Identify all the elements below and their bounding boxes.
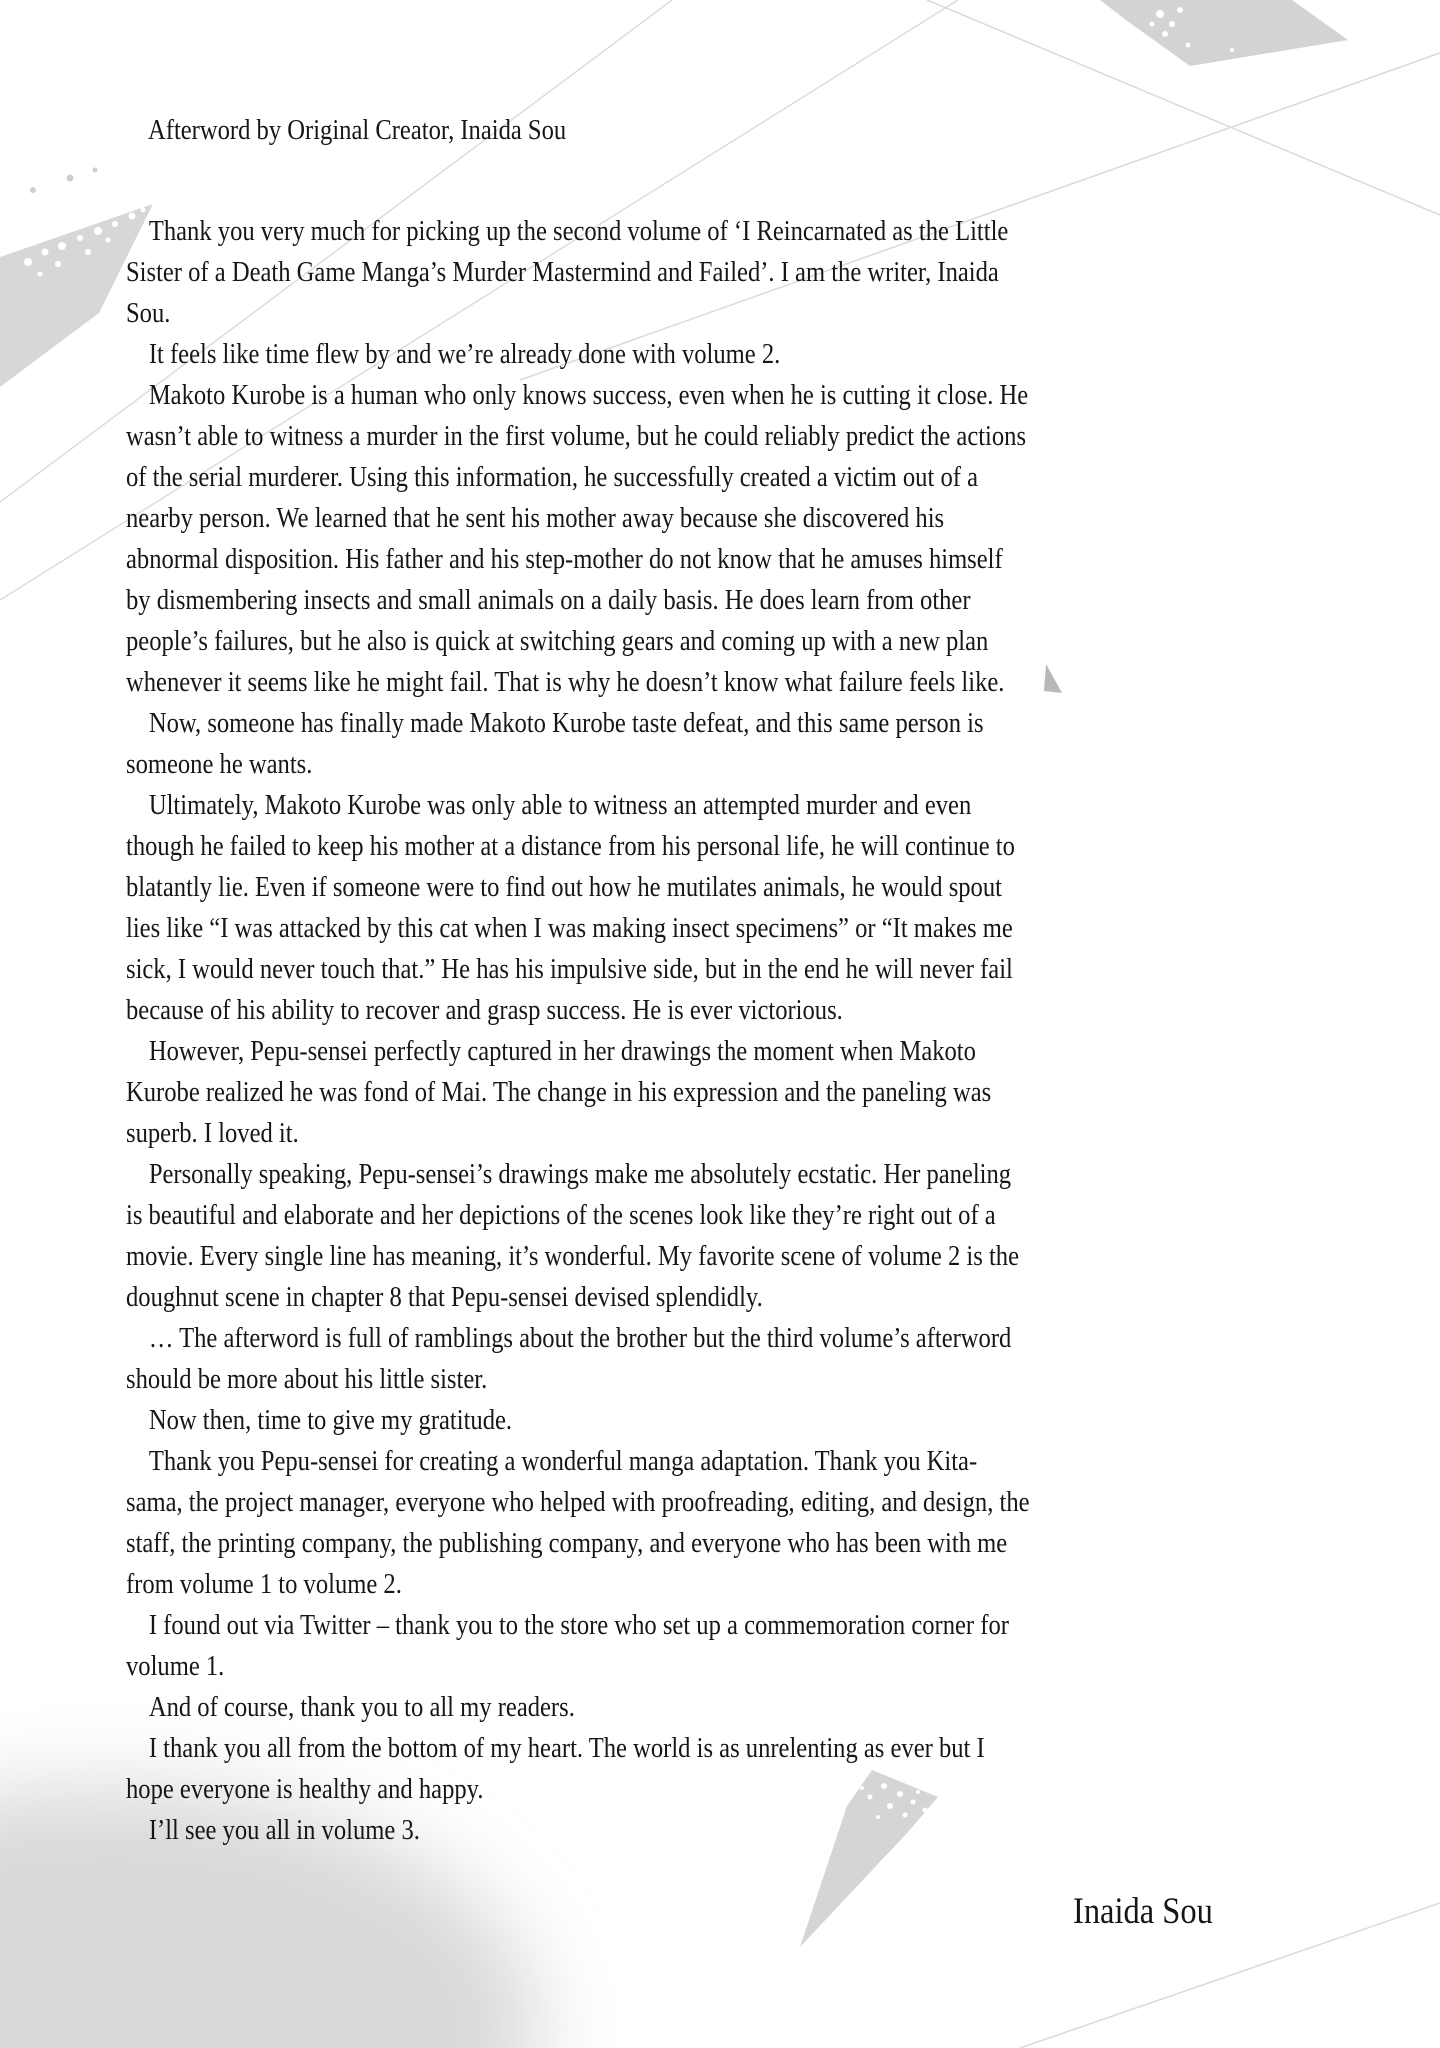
paragraph: I thank you all from the bottom of my heart. The world is as unrelenting as ever but I hope everyone is healthy and happy.: [126, 1733, 985, 1805]
paragraph: Thank you Pepu-sensei for creating a wonderful manga adaptation. Thank you Kita-sama, the project manager, everyone who helped with proofreading, editing, and design, the staff, the printing company, the publishing company, and everyone who has been with me from volume 1 to volume 2.: [126, 1446, 1030, 1600]
paragraph: Ultimately, Makoto Kurobe was only able to witness an attempted murder and even though he failed to keep his mother at a distance from his personal life, he will continue to blatantly lie. Even if someone were to find out how he mutilates animals, he would spout lies like “I was attacked by this cat when I was making insect specimens” or “It makes me sick, I would never touch that.” He has his impulsive side, but in the end he will never fail because of his ability to recover and grasp success. He is ever victorious.: [126, 790, 1015, 1026]
paragraph: However, Pepu-sensei perfectly captured in her drawings the moment when Makoto Kurobe realized he was fond of Mai. The change in his expression and the paneling was superb. I loved it.: [126, 1036, 992, 1149]
paragraph: Personally speaking, Pepu-sensei’s drawings make me absolutely ecstatic. Her paneling is beautiful and elaborate and her depictions of the scenes look like they’re right out of a movie. Every single line has meaning, it’s wonderful. My favorite scene of volume 2 is the doughnut scene in chapter 8 that Pepu-sensei devised splendidly.: [126, 1159, 1020, 1313]
paragraph: And of course, thank you to all my readers.: [148, 1692, 575, 1723]
paragraph: Now then, time to give my gratitude.: [148, 1405, 513, 1436]
paragraph: I’ll see you all in volume 3.: [148, 1815, 420, 1846]
paragraph: Makoto Kurobe is a human who only knows success, even when he is cutting it close. He wasn’t able to witness a murder in the first volume, but he could reliably predict the actions of the serial murderer. Using this information, he successfully created a victim out of a nearby person. We learned that he sent his mother away because she discovered his abnormal disposition. His father and his step-mother do not know that he amuses himself by dismembering insects and small animals on a daily basis. He does learn from other people’s failures, but he also is quick at switching gears and coming up with a new plan whenever it seems like he might fail. That is why he doesn’t know what failure feels like.: [126, 380, 1029, 698]
author-signature: Inaida Sou: [1073, 1891, 1213, 1932]
paragraph: It feels like time flew by and we’re already done with volume 2.: [148, 339, 781, 370]
body-text: [126, 211, 1030, 1851]
paragraph: Now, someone has finally made Makoto Kurobe taste defeat, and this same person is someone he wants.: [126, 708, 984, 780]
paragraph: … The afterword is full of ramblings about the brother but the third volume’s afterword should be more about his little sister.: [126, 1323, 1012, 1395]
paragraph: Thank you very much for picking up the second volume of ‘I Reincarnated as the Little Sister of a Death Game Manga’s Murder Mastermind and Failed’. I am the writer, Inaida Sou.: [126, 216, 1009, 329]
paragraph: I found out via Twitter – thank you to the store who set up a commemoration corner for volume 1.: [126, 1610, 1009, 1682]
page-title: Afterword by Original Creator, Inaida Sou: [148, 115, 567, 146]
